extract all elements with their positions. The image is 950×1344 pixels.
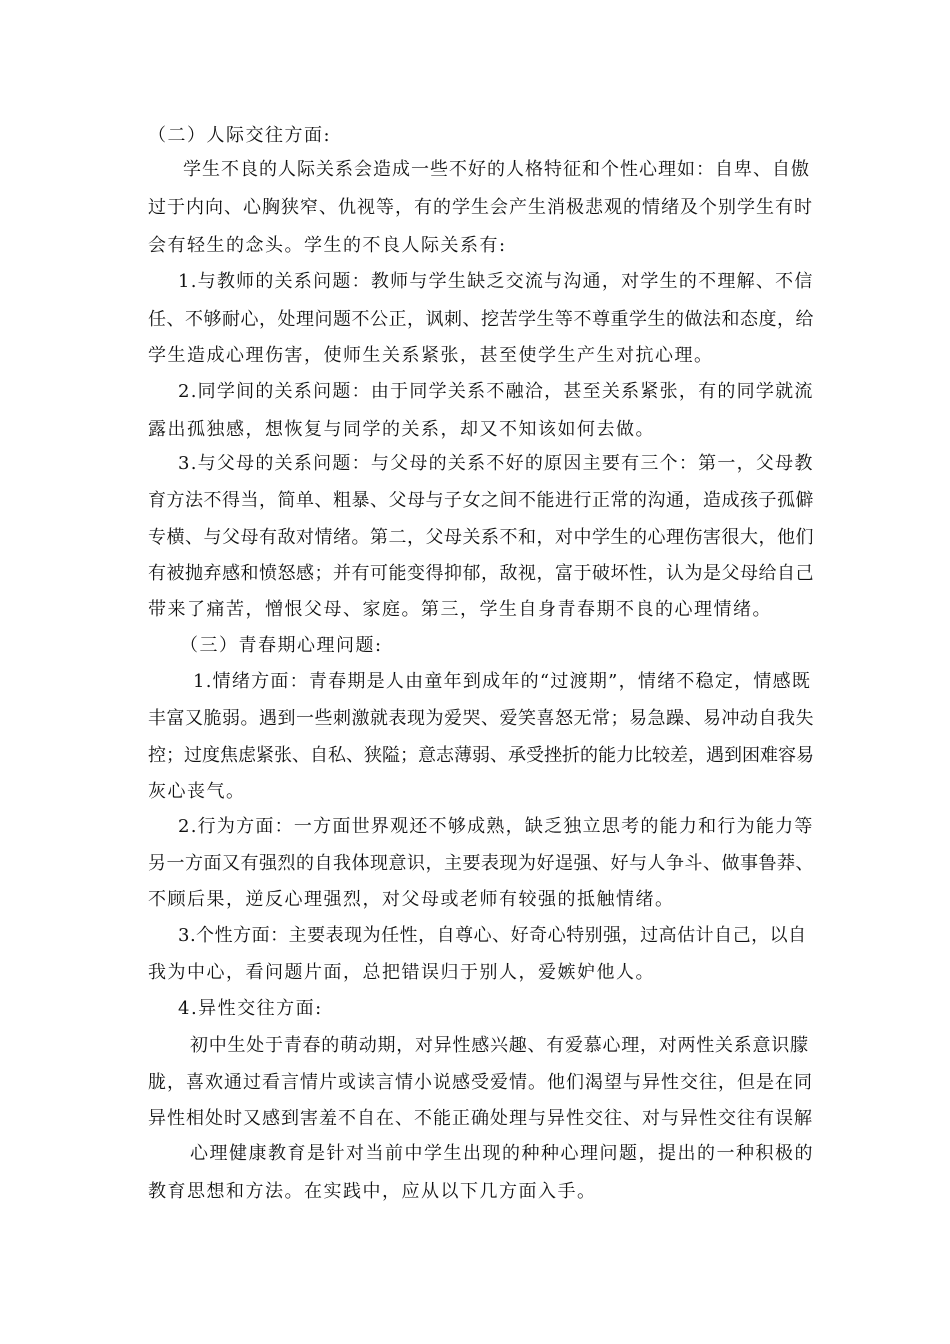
paragraph-line: 2.同学间的关系问题：由于同学关系不融洽，甚至关系紧张，有的同学就流 — [178, 381, 814, 402]
paragraph-line: 带来了痛苦，憎恨父母、家庭。第三，学生自身青春期不良的心理情绪。 — [148, 599, 772, 620]
section-heading-adolescence: （三）青春期心理问题: — [180, 635, 383, 656]
paragraph-line: 心理健康教育是针对当前中学生出现的种种心理问题，提出的一种积极的 — [190, 1143, 814, 1164]
paragraph-line: 任、不够耐心，处理问题不公正，讽刺、挖苦学生等不尊重学生的做法和态度，给 — [148, 309, 814, 330]
paragraph-line: 丰富又脆弱。遇到一些刺激就表现为爱哭、爱笑喜怒无常；易急躁、易冲动自我失 — [148, 708, 814, 729]
paragraph-line: 胧，喜欢通过看言情片或读言情小说感受爱情。他们渴望与异性交往，但是在同 — [148, 1072, 813, 1093]
paragraph-line: 学生不良的人际关系会造成一些不好的人格特征和个性心理如：自卑、自傲 — [183, 159, 810, 180]
paragraph-line: 我为中心，看问题片面，总把错误归于别人，爱嫉妒他人。 — [148, 962, 655, 983]
paragraph-line: 专横、与父母有敌对情绪。第二，父母关系不和，对中学生的心理伤害很大，他们 — [148, 527, 814, 548]
paragraph-line: 有被抛弃感和愤怒感；并有可能变得抑郁，敌视，富于破坏性，认为是父母给自己 — [148, 563, 814, 584]
subheading-opposite-sex: 4.异性交往方面: — [178, 998, 323, 1019]
paragraph-line: 3.与父母的关系问题：与父母的关系不好的原因主要有三个：第一，父母教 — [178, 453, 814, 474]
paragraph-line: 3.个性方面：主要表现为任性，自尊心、好奇心特别强，过高估计自己，以自 — [178, 925, 807, 946]
paragraph-line: 会有轻生的念头。学生的不良人际关系有: — [148, 235, 507, 256]
paragraph-line: 控；过度焦虑紧张、自私、狭隘；意志薄弱、承受挫折的能力比较差，遇到困难容易 — [148, 745, 814, 766]
paragraph-line: 1.与教师的关系问题：教师与学生缺乏交流与沟通，对学生的不理解、不信 — [178, 271, 814, 292]
paragraph-line: 1.情绪方面：青春期是人由童年到成年的“过渡期”，情绪不稳定，情感既 — [193, 671, 812, 692]
paragraph-line: 教育思想和方法。在实践中，应从以下几方面入手。 — [148, 1181, 597, 1202]
paragraph-line: 露出孤独感，想恢复与同学的关系，却又不知该如何去做。 — [148, 419, 655, 440]
paragraph-line: 灰心丧气。 — [148, 781, 246, 802]
paragraph-line: 不顾后果，逆反心理强烈，对父母或老师有较强的抵触情绪。 — [148, 889, 675, 910]
section-heading-interpersonal: （二）人际交往方面: — [148, 125, 332, 146]
paragraph-line: 过于内向、心胸狭窄、仇视等，有的学生会产生消极悲观的情绪及个别学生有时 — [148, 197, 813, 218]
paragraph-line: 另一方面又有强烈的自我体现意识，主要表现为好逞强、好与人争斗、做事鲁莽、 — [148, 853, 814, 874]
paragraph-line: 初中生处于青春的萌动期，对异性感兴趣、有爱慕心理，对两性关系意识朦 — [190, 1035, 809, 1056]
paragraph-line: 2.行为方面：一方面世界观还不够成熟，缺乏独立思考的能力和行为能力等 — [178, 816, 814, 837]
paragraph-line: 学生造成心理伤害，使师生关系紧张，甚至使学生产生对抗心理。 — [148, 345, 714, 366]
paragraph-line: 异性相处时又感到害羞不自在、不能正确处理与异性交往、对与异性交往有误解 — [148, 1108, 813, 1129]
paragraph-line: 育方法不得当，简单、粗暴、父母与子女之间不能进行正常的沟通，造成孩子孤僻 — [148, 490, 814, 511]
